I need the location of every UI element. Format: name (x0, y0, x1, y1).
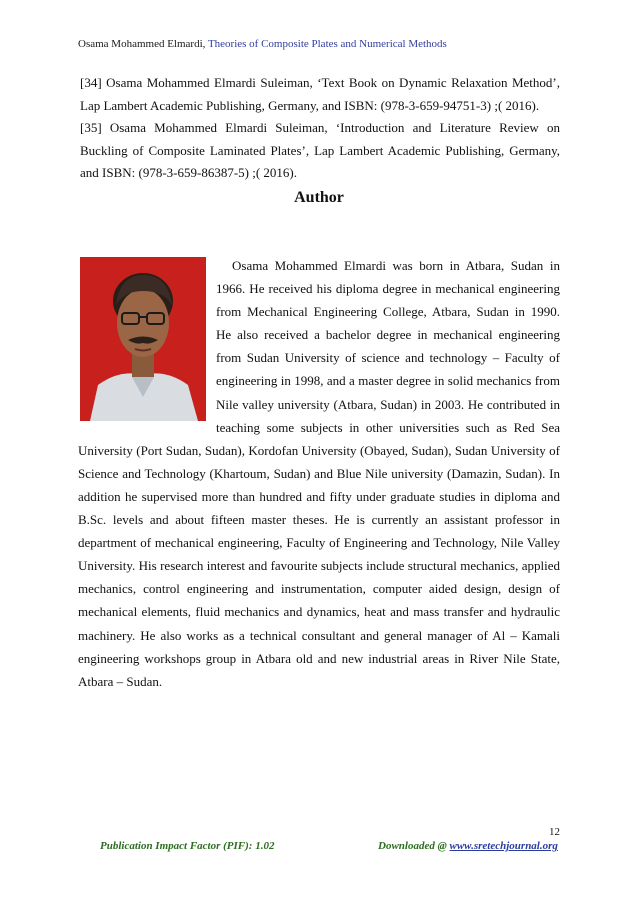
footer-download (378, 840, 558, 852)
reference-item: [35] Osama Mohammed Elmardi Suleiman, ‘Introduction and Literature Review on Buckling of Composite Laminated Plates’, Lap Lambert Academic Publishing, Germany, and ISBN: (978-3-659-86387-5) ;( 2016). (80, 120, 560, 180)
author-biography (78, 254, 560, 693)
section-heading: Author (294, 189, 344, 206)
journal-website-link[interactable]: www.sretechjournal.org (449, 840, 558, 852)
running-header (78, 37, 447, 51)
reference-item: [34] Osama Mohammed Elmardi Suleiman, ‘Text Book on Dynamic Relaxation Method’, Lap Lambert Academic Publishing, Germany, and ISBN: (978-3-659-94751-3) ;( 2016). (80, 75, 560, 113)
footer-impact-factor: Publication Impact Factor (PIF): 1.02 (100, 840, 275, 852)
page-number: 12 (549, 826, 560, 838)
photo-spacer (78, 254, 216, 430)
header-author: Osama Mohammed Elmardi, (78, 38, 206, 50)
header-book-title: Theories of Composite Plates and Numerical Methods (205, 38, 447, 50)
references-list (80, 72, 560, 185)
footer-download-label: Downloaded @ (378, 840, 450, 852)
biography-text: Osama Mohammed Elmardi was born in Atbara, Sudan in 1966. He received his diploma degree in mechanical engineering from Mechanical Engineering College, Atbara, Sudan in 1990. He also received a bachelor degree in mechanical engineering from Sudan University of science and technology – Faculty of engineering in 1998, and a master degree in solid mechanics from Nile valley university (Atbara, Sudan) in 2003. He contributed in teaching some subjects in other universities such as Red Sea University (Port Sudan, Sudan), Kordofan University (Obayed, Sudan), Sudan University of Science and Technology (Khartoum, Sudan) and Blue Nile university (Damazin, Sudan). In addition he supervised more than hundred and fifty under graduate studies in diploma and B.Sc. levels and about fifteen master theses. He is currently an assistant professor in department of mechanical engineering, Faculty of Engineering and Technology, Nile Valley University. His research interest and favourite subjects include structural mechanics, applied mechanics, control engineering and instrumentation, computer aided design, design of mechanical elements, fluid mechanics and dynamics, heat and mass transfer and hydraulic machinery. He also works as a technical consultant and general manager of Al – Kamali engineering workshops group in Atbara old and new industrial areas in River Nile State, Atbara – Sudan. (78, 258, 560, 689)
